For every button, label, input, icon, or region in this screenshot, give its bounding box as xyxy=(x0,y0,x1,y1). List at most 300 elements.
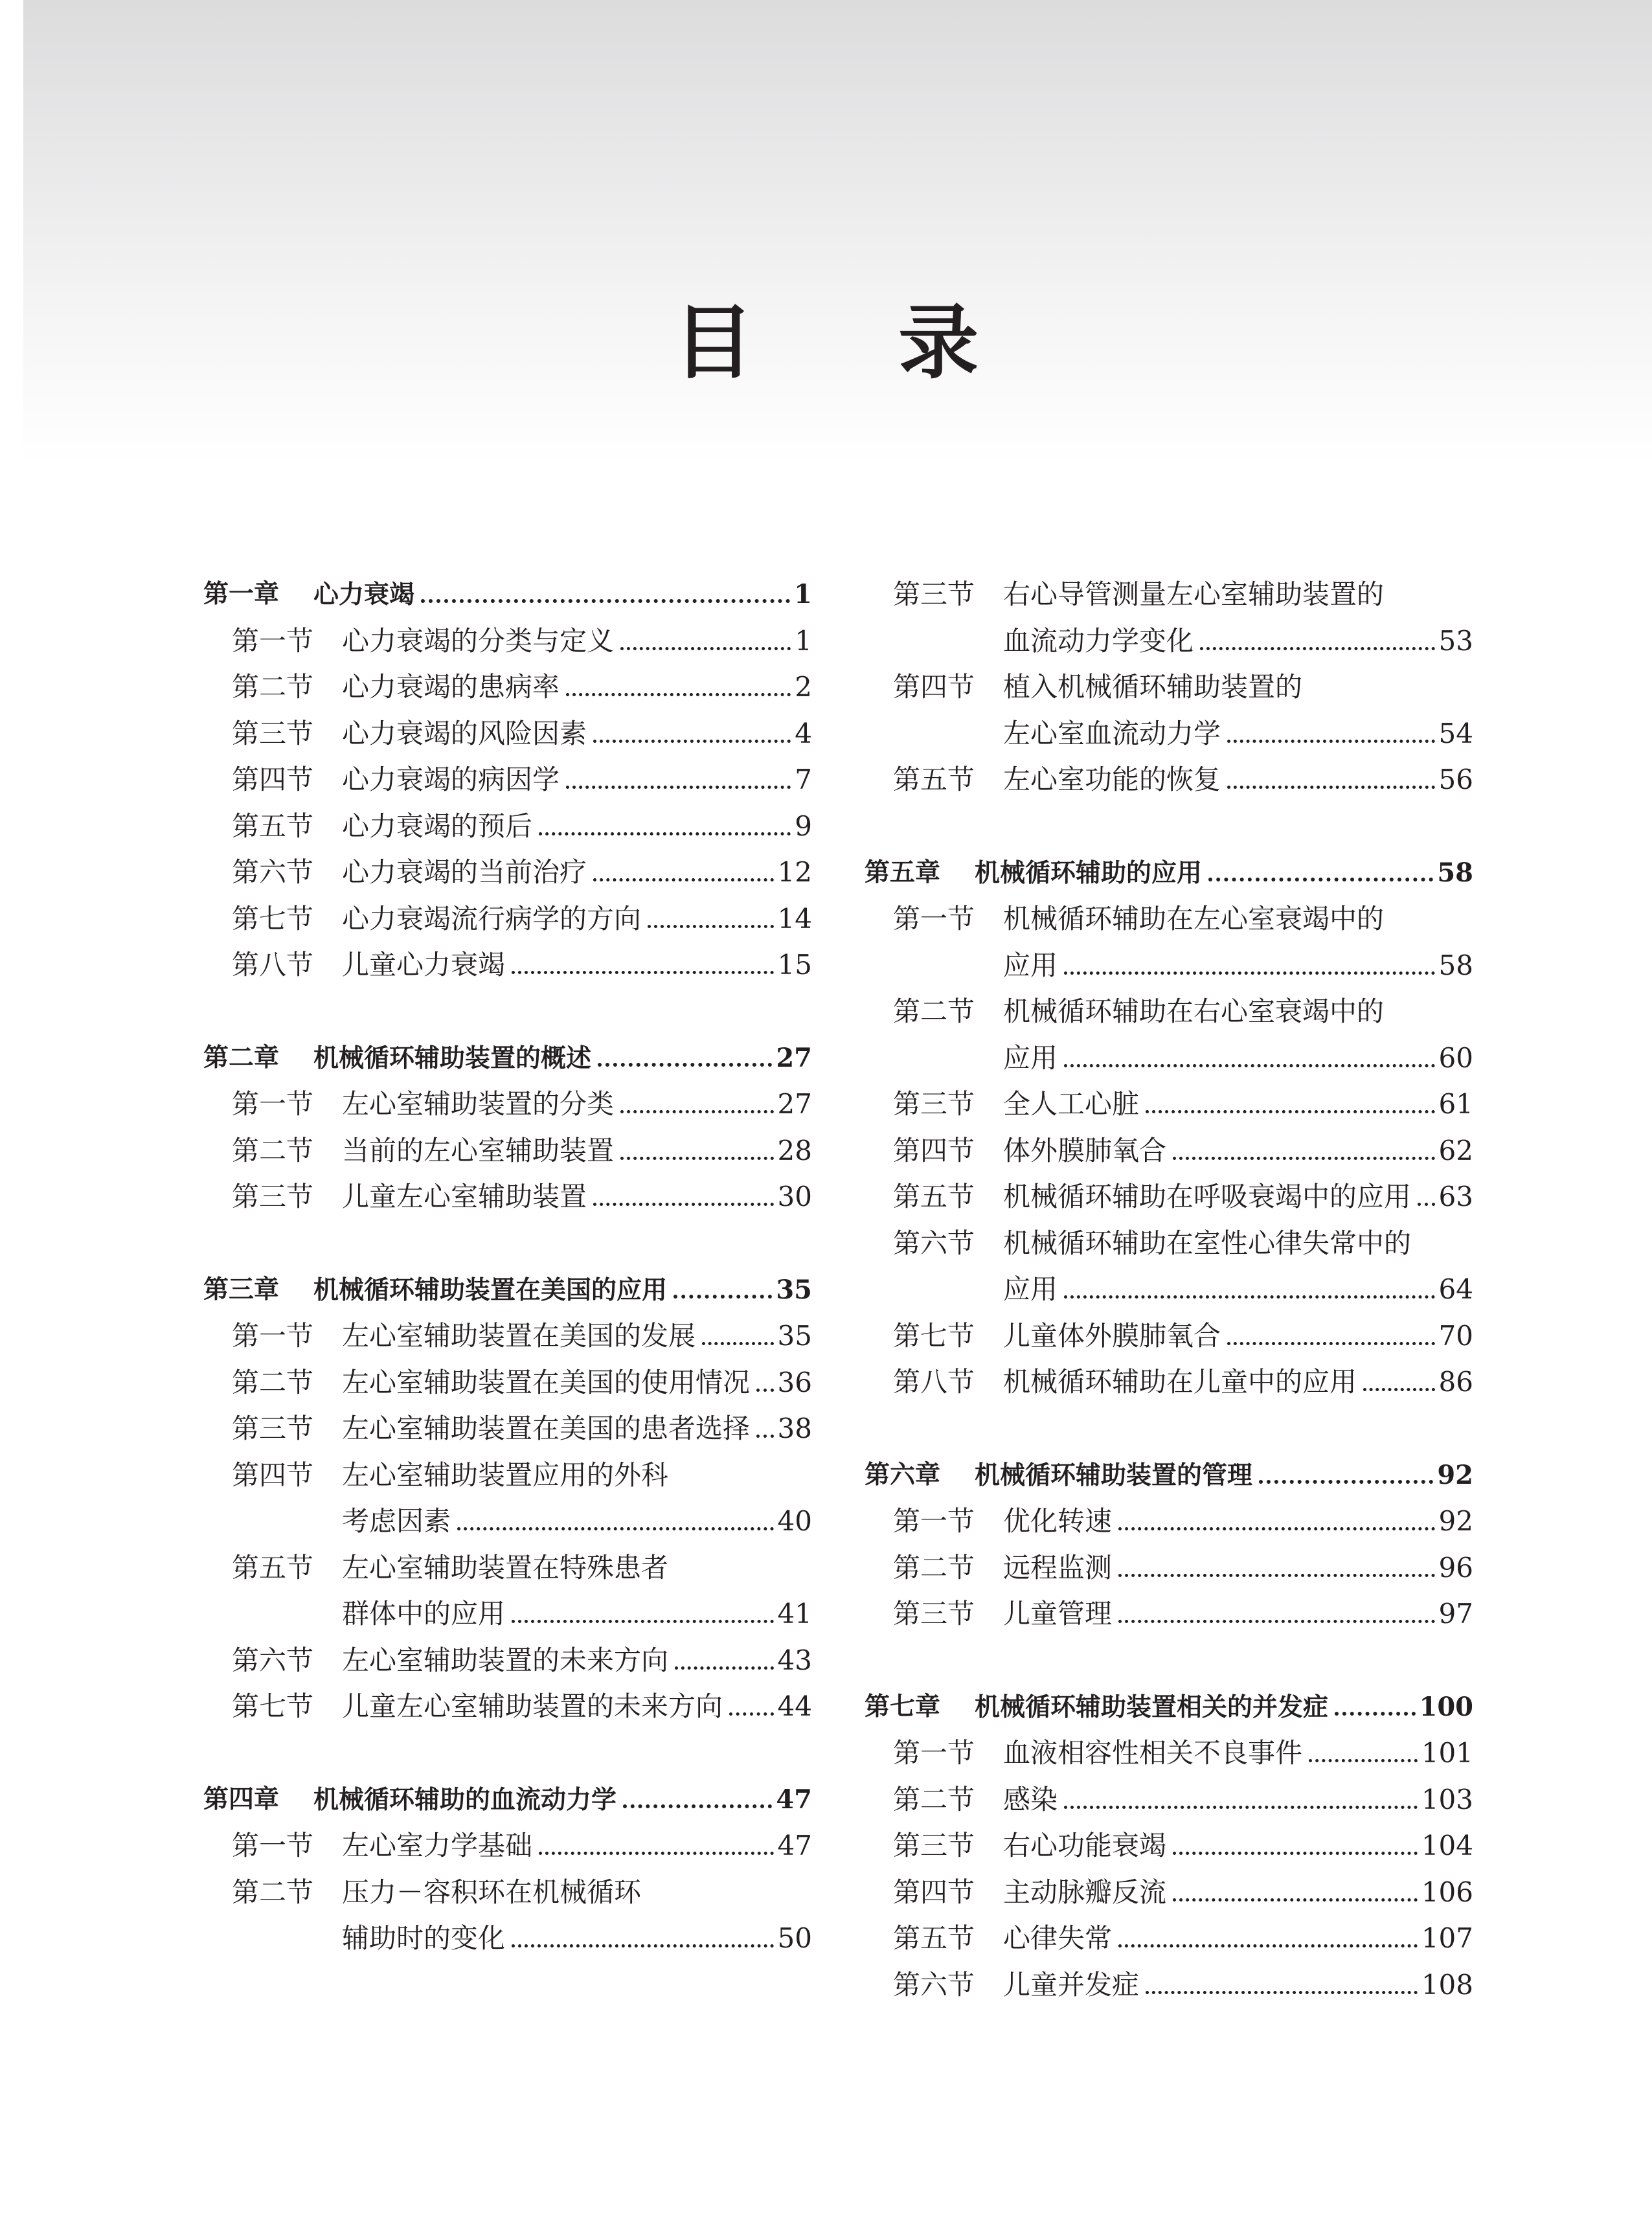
section-title: 心力衰竭的患病率 xyxy=(342,671,560,703)
toc-section-row xyxy=(865,710,1473,757)
dot-leader xyxy=(1227,1342,1435,1345)
section-label: 第六节 xyxy=(893,1968,975,2001)
dot-leader xyxy=(1363,1388,1435,1391)
toc-entry-title-wrap xyxy=(1003,571,1473,618)
section-gap xyxy=(865,1637,1473,1684)
chapter-label: 第一章 xyxy=(203,580,280,609)
toc-right-column xyxy=(865,571,1473,2008)
dot-leader xyxy=(1118,1527,1435,1530)
toc-entry-title-wrap xyxy=(1003,1823,1473,1869)
page-number: 56 xyxy=(1438,764,1473,795)
toc-entry-title-wrap xyxy=(1003,1869,1473,1916)
page-number: 58 xyxy=(1437,857,1473,888)
page-number: 63 xyxy=(1438,1181,1473,1212)
section-gap xyxy=(865,1405,1473,1452)
section-title: 心律失常 xyxy=(1003,1922,1113,1954)
dot-leader xyxy=(1208,878,1433,881)
toc-chapter-row xyxy=(865,1452,1473,1499)
toc-entry-title-wrap xyxy=(1003,988,1473,1035)
toc-section-row xyxy=(203,1313,812,1359)
dot-leader xyxy=(673,1295,772,1299)
dot-leader xyxy=(1064,971,1435,975)
section-label: 第四节 xyxy=(893,1876,975,1908)
toc-entry-title-wrap xyxy=(1003,1220,1473,1267)
dot-leader xyxy=(1118,1944,1418,1948)
section-title: 左心室辅助装置在美国的发展 xyxy=(342,1320,696,1352)
toc-entry-title-wrap xyxy=(1003,1266,1473,1313)
toc-entry-title-wrap xyxy=(342,849,812,896)
toc-section-row xyxy=(203,1081,812,1128)
chapter-label: 第二章 xyxy=(203,1043,280,1073)
dot-leader xyxy=(1418,1203,1435,1206)
section-title: 压力－容积环在机械循环 xyxy=(342,1876,642,1908)
toc-entry-title-wrap xyxy=(1003,1081,1473,1128)
toc-entry-title-wrap xyxy=(342,942,812,988)
page-number: 15 xyxy=(777,949,812,981)
page-number: 103 xyxy=(1421,1783,1473,1815)
page-number: 43 xyxy=(777,1644,812,1676)
page-number: 38 xyxy=(777,1413,812,1444)
toc-entry-title-wrap xyxy=(342,1683,812,1730)
toc-entry-title-wrap xyxy=(342,1359,812,1406)
section-title: 心力衰竭的当前治疗 xyxy=(342,856,587,888)
section-title: 机械循环辅助在左心室衰竭中的 xyxy=(1003,903,1385,935)
section-title: 左心室血流动力学 xyxy=(1003,717,1221,749)
page-number: 70 xyxy=(1438,1319,1473,1352)
toc-section-row xyxy=(865,618,1473,664)
page-number: 54 xyxy=(1438,717,1473,749)
toc-section-row xyxy=(203,1591,812,1637)
page-number: 35 xyxy=(776,1274,812,1305)
toc-chapter-row xyxy=(865,1684,1473,1731)
page-number: 92 xyxy=(1437,1459,1473,1490)
section-title: 左心室辅助装置在特殊患者 xyxy=(342,1551,669,1584)
toc-entry-title-wrap xyxy=(342,1405,812,1452)
section-title: 机械循环辅助在右心室衰竭中的 xyxy=(1003,995,1385,1027)
chapter-label: 第五章 xyxy=(865,857,941,887)
section-label: 第七节 xyxy=(232,902,314,935)
toc-entry-title-wrap xyxy=(342,1128,812,1174)
section-label: 第八节 xyxy=(893,1366,975,1398)
dot-leader xyxy=(702,1342,774,1345)
section-label: 第八节 xyxy=(232,949,314,981)
toc-entry-title-wrap xyxy=(1003,1035,1473,1082)
dot-leader xyxy=(512,1944,774,1948)
page-number: 27 xyxy=(776,1042,812,1073)
toc-chapter-row xyxy=(203,1267,812,1313)
dot-leader xyxy=(1064,1064,1435,1067)
toc-entry-title-wrap xyxy=(342,1545,812,1591)
section-title: 儿童并发症 xyxy=(1003,1968,1140,2001)
page-number: 108 xyxy=(1421,1968,1473,2001)
toc-section-row xyxy=(865,1266,1473,1313)
toc-entry-title-wrap xyxy=(342,1174,812,1220)
chapter-label: 第四章 xyxy=(203,1784,280,1814)
section-label: 第二节 xyxy=(232,1134,314,1166)
section-title: 儿童体外膜肺氧合 xyxy=(1003,1319,1221,1352)
dot-leader xyxy=(593,878,774,881)
toc-entry-title-wrap xyxy=(1003,1545,1473,1591)
toc-section-row xyxy=(865,942,1473,989)
toc-section-row xyxy=(865,988,1473,1035)
toc-entry-title-wrap xyxy=(975,1684,1473,1731)
toc-entry-title-wrap xyxy=(1003,1313,1473,1359)
section-label: 第一节 xyxy=(232,1830,314,1861)
toc-entry-title-wrap xyxy=(313,1267,812,1314)
page-number: 4 xyxy=(795,717,812,749)
toc-chapter-row xyxy=(203,1777,812,1823)
page-number: 7 xyxy=(795,764,812,795)
section-label: 第三节 xyxy=(893,1598,975,1630)
dot-leader xyxy=(1146,1110,1435,1113)
section-title: 儿童左心室辅助装置 xyxy=(342,1181,587,1212)
toc-entry-title-wrap xyxy=(975,850,1473,897)
dot-leader xyxy=(620,647,791,650)
page-number: 1 xyxy=(794,579,812,609)
section-title: 感染 xyxy=(1003,1783,1058,1815)
chapter-label: 第七章 xyxy=(865,1692,941,1721)
toc-section-row xyxy=(203,896,812,942)
toc-chapter-row xyxy=(203,1035,812,1082)
toc-entry-title-wrap xyxy=(1003,1730,1473,1777)
toc-section-row xyxy=(203,1359,812,1406)
toc-section-row xyxy=(865,1220,1473,1267)
dot-leader xyxy=(1335,1712,1415,1716)
page-number: 44 xyxy=(777,1690,812,1722)
chapter-title: 机械循环辅助装置的管理 xyxy=(975,1460,1253,1490)
toc-entry-title-wrap xyxy=(342,618,812,664)
page-number: 14 xyxy=(777,902,812,935)
toc-entry-title-wrap xyxy=(342,1081,812,1128)
page-number: 53 xyxy=(1438,624,1473,657)
section-title: 远程监测 xyxy=(1003,1551,1113,1584)
toc-entry-title-wrap xyxy=(313,571,812,619)
section-title: 左心室辅助装置应用的外科 xyxy=(342,1459,669,1491)
section-label: 第六节 xyxy=(893,1227,975,1259)
chapter-title: 机械循环辅助的应用 xyxy=(975,858,1203,888)
page-title: 目 录 xyxy=(673,297,1037,390)
section-title: 儿童心力衰竭 xyxy=(342,949,506,981)
toc-entry-title-wrap xyxy=(342,1869,812,1916)
page-number: 2 xyxy=(795,671,812,703)
section-label: 第三节 xyxy=(232,717,314,749)
dot-leader xyxy=(457,1527,774,1530)
toc-entry-title-wrap xyxy=(1003,942,1473,989)
toc-section-row xyxy=(865,1777,1473,1823)
page-number: 101 xyxy=(1421,1737,1473,1769)
toc-section-row xyxy=(203,710,812,757)
toc-entry-title-wrap xyxy=(342,710,812,757)
dot-leader xyxy=(729,1712,774,1716)
toc-section-row xyxy=(865,1545,1473,1591)
section-title: 儿童管理 xyxy=(1003,1598,1113,1630)
toc-entry-title-wrap xyxy=(1003,1915,1473,1962)
toc-section-row xyxy=(203,618,812,664)
section-label: 第一节 xyxy=(893,903,975,935)
section-title: 应用 xyxy=(1003,949,1058,981)
toc-entry-title-wrap xyxy=(342,756,812,803)
toc-section-row xyxy=(865,896,1473,942)
toc-section-row xyxy=(865,1498,1473,1545)
chapter-title: 机械循环辅助装置相关的并发症 xyxy=(975,1692,1329,1722)
dot-leader xyxy=(512,971,774,974)
chapter-title: 机械循环辅助装置在美国的应用 xyxy=(313,1275,668,1305)
section-title: 全人工心脏 xyxy=(1003,1088,1140,1120)
toc-entry-title-wrap xyxy=(342,803,812,850)
dot-leader xyxy=(1200,647,1435,650)
toc-entry-title-wrap xyxy=(1003,1174,1473,1220)
toc-section-row xyxy=(203,1174,812,1220)
section-title: 右心功能衰竭 xyxy=(1003,1830,1167,1861)
page-number: 41 xyxy=(777,1598,812,1630)
page-number: 92 xyxy=(1438,1505,1473,1537)
toc-entry-title-wrap xyxy=(1003,756,1473,803)
page-number: 106 xyxy=(1421,1876,1473,1908)
dot-leader xyxy=(539,1852,774,1855)
page-number: 64 xyxy=(1438,1273,1473,1305)
page-number: 86 xyxy=(1438,1366,1473,1398)
section-title: 机械循环辅助在室性心律失常中的 xyxy=(1003,1227,1412,1259)
section-label: 第五节 xyxy=(232,1551,314,1584)
page-number: 36 xyxy=(777,1366,812,1398)
dot-leader xyxy=(620,1110,774,1113)
toc-entry-title-wrap xyxy=(1003,1591,1473,1637)
toc-section-row xyxy=(203,1869,812,1916)
page-number: 97 xyxy=(1438,1598,1473,1630)
dot-leader xyxy=(1173,1852,1418,1855)
dot-leader xyxy=(1146,1991,1418,1994)
toc-entry-title-wrap xyxy=(313,1777,812,1824)
section-label: 第三节 xyxy=(893,1088,975,1120)
page-number: 62 xyxy=(1438,1134,1473,1166)
section-title: 应用 xyxy=(1003,1273,1058,1305)
section-label: 第三节 xyxy=(893,578,975,610)
dot-leader xyxy=(566,786,791,789)
page-number: 35 xyxy=(777,1320,812,1352)
page-number: 27 xyxy=(777,1088,812,1120)
section-label: 第二节 xyxy=(893,1783,975,1815)
page-number: 1 xyxy=(795,624,812,657)
toc-entry-title-wrap xyxy=(342,1823,812,1869)
page-number: 40 xyxy=(777,1505,812,1537)
toc-entry-title-wrap xyxy=(313,1035,812,1082)
toc-section-row xyxy=(865,1591,1473,1637)
section-label: 第一节 xyxy=(893,1505,975,1537)
toc-section-row xyxy=(203,756,812,803)
page-number: 100 xyxy=(1419,1691,1473,1722)
section-title: 机械循环辅助在呼吸衰竭中的应用 xyxy=(1003,1181,1412,1212)
section-label: 第一节 xyxy=(893,1737,975,1769)
chapter-title: 心力衰竭 xyxy=(313,580,415,609)
toc-section-row xyxy=(203,1823,812,1869)
toc-entry-title-wrap xyxy=(342,1591,812,1637)
section-title: 体外膜肺氧合 xyxy=(1003,1134,1167,1166)
section-label: 第五节 xyxy=(893,1181,975,1212)
dot-leader xyxy=(598,1063,772,1067)
section-label: 第一节 xyxy=(232,1320,314,1352)
section-title: 左心室辅助装置在美国的患者选择 xyxy=(342,1413,751,1444)
toc-section-row xyxy=(203,1405,812,1452)
dot-leader xyxy=(1118,1574,1435,1577)
toc-chapter-row xyxy=(203,571,812,618)
toc-section-row xyxy=(865,1823,1473,1869)
toc-section-row xyxy=(865,756,1473,803)
section-title: 儿童左心室辅助装置的未来方向 xyxy=(342,1690,723,1722)
toc-section-row xyxy=(203,1637,812,1684)
page-number: 9 xyxy=(795,810,812,842)
dot-leader xyxy=(1173,1157,1435,1160)
toc-section-row xyxy=(203,664,812,710)
section-title: 左心室功能的恢复 xyxy=(1003,764,1221,795)
section-label: 第一节 xyxy=(232,624,314,657)
section-label: 第五节 xyxy=(232,810,314,842)
toc-entry-title-wrap xyxy=(342,664,812,710)
toc-section-row xyxy=(865,664,1473,710)
chapter-label: 第三章 xyxy=(203,1275,280,1304)
section-title: 心力衰竭的预后 xyxy=(342,810,533,842)
section-title: 群体中的应用 xyxy=(342,1598,506,1630)
toc-entry-title-wrap xyxy=(342,1915,812,1962)
page-number: 12 xyxy=(777,856,812,888)
section-label: 第五节 xyxy=(893,764,975,795)
toc-entry-title-wrap xyxy=(342,1498,812,1545)
toc-section-row xyxy=(203,1915,812,1962)
toc-section-row xyxy=(203,1498,812,1545)
header-band xyxy=(23,0,1652,466)
section-label: 第一节 xyxy=(232,1088,314,1120)
section-title: 血流动力学变化 xyxy=(1003,624,1194,657)
section-title: 优化转速 xyxy=(1003,1505,1113,1537)
dot-leader xyxy=(648,925,774,928)
section-title: 左心室辅助装置在美国的使用情况 xyxy=(342,1366,751,1398)
dot-leader xyxy=(512,1620,774,1623)
section-title: 应用 xyxy=(1003,1041,1058,1074)
toc-entry-title-wrap xyxy=(1003,1962,1473,2008)
dot-leader xyxy=(566,693,791,696)
dot-leader xyxy=(1173,1898,1418,1902)
section-label: 第四节 xyxy=(893,671,975,703)
toc-left-column xyxy=(203,571,812,1962)
section-title: 当前的左心室辅助装置 xyxy=(342,1134,615,1166)
section-title: 血液相容性相关不良事件 xyxy=(1003,1737,1303,1769)
section-title: 主动脉瓣反流 xyxy=(1003,1876,1167,1908)
page-number: 107 xyxy=(1421,1922,1473,1954)
dot-leader xyxy=(1064,1295,1435,1299)
dot-leader xyxy=(620,1157,774,1160)
toc-section-row xyxy=(865,1359,1473,1405)
toc-entry-title-wrap xyxy=(342,1637,812,1684)
toc-section-row xyxy=(865,1128,1473,1174)
section-label: 第四节 xyxy=(232,764,314,795)
section-title: 右心导管测量左心室辅助装置的 xyxy=(1003,578,1385,610)
toc-entry-title-wrap xyxy=(1003,1777,1473,1823)
dot-leader xyxy=(756,1435,774,1438)
dot-leader xyxy=(756,1389,774,1392)
chapter-title: 机械循环辅助的血流动力学 xyxy=(313,1785,617,1815)
toc-section-row xyxy=(865,1730,1473,1777)
dot-leader xyxy=(1118,1620,1435,1623)
section-label: 第二节 xyxy=(893,1551,975,1584)
toc-section-row xyxy=(203,1545,812,1591)
section-title: 左心室辅助装置的分类 xyxy=(342,1088,615,1120)
section-label: 第二节 xyxy=(893,995,975,1027)
toc-entry-title-wrap xyxy=(1003,1128,1473,1174)
toc-section-row xyxy=(203,803,812,850)
page-number: 61 xyxy=(1438,1088,1473,1120)
section-gap xyxy=(203,988,812,1035)
toc-entry-title-wrap xyxy=(1003,896,1473,942)
toc-section-row xyxy=(865,1174,1473,1220)
section-label: 第七节 xyxy=(232,1690,314,1722)
section-title: 植入机械循环辅助装置的 xyxy=(1003,671,1303,703)
toc-entry-title-wrap xyxy=(1003,664,1473,710)
toc-entry-title-wrap xyxy=(975,1452,1473,1499)
section-label: 第三节 xyxy=(232,1413,314,1444)
toc-section-row xyxy=(865,1035,1473,1082)
toc-section-row xyxy=(203,1683,812,1730)
toc-section-row xyxy=(865,1962,1473,2008)
section-label: 第六节 xyxy=(232,1644,314,1676)
section-gap xyxy=(203,1220,812,1267)
toc-entry-title-wrap xyxy=(1003,1359,1473,1405)
section-title: 辅助时的变化 xyxy=(342,1922,506,1954)
toc-section-row xyxy=(203,1128,812,1174)
dot-leader xyxy=(1259,1480,1433,1484)
section-label: 第五节 xyxy=(893,1922,975,1954)
chapter-title: 机械循环辅助装置的概述 xyxy=(313,1043,592,1073)
section-gap xyxy=(865,803,1473,850)
section-title: 心力衰竭的病因学 xyxy=(342,764,560,795)
toc-entry-title-wrap xyxy=(342,1313,812,1359)
section-title: 机械循环辅助在儿童中的应用 xyxy=(1003,1366,1357,1398)
page-number: 96 xyxy=(1438,1551,1473,1584)
section-label: 第二节 xyxy=(232,671,314,703)
dot-leader xyxy=(1227,786,1435,789)
toc-entry-title-wrap xyxy=(1003,1498,1473,1545)
page-number: 30 xyxy=(777,1181,812,1212)
toc-section-row xyxy=(865,1869,1473,1916)
section-title: 左心室力学基础 xyxy=(342,1830,533,1861)
dot-leader xyxy=(593,740,791,743)
section-label: 第二节 xyxy=(232,1366,314,1398)
toc-section-row xyxy=(865,571,1473,618)
toc-entry-title-wrap xyxy=(342,1452,812,1499)
page-number: 28 xyxy=(777,1134,812,1166)
toc-section-row xyxy=(865,1915,1473,1962)
dot-leader xyxy=(539,832,791,835)
dot-leader xyxy=(623,1804,772,1808)
section-label: 第四节 xyxy=(893,1134,975,1166)
toc-section-row xyxy=(203,942,812,988)
section-title: 心力衰竭流行病学的方向 xyxy=(342,902,642,935)
toc-entry-title-wrap xyxy=(1003,710,1473,757)
dot-leader xyxy=(675,1666,774,1670)
page-number: 50 xyxy=(777,1922,812,1954)
toc-section-row xyxy=(865,1081,1473,1128)
dot-leader xyxy=(1064,1806,1418,1809)
section-title: 考虑因素 xyxy=(342,1505,451,1537)
section-label: 第三节 xyxy=(893,1830,975,1861)
toc-section-row xyxy=(203,1452,812,1499)
section-label: 第四节 xyxy=(232,1459,314,1491)
section-gap xyxy=(203,1730,812,1777)
section-title: 心力衰竭的分类与定义 xyxy=(342,624,615,657)
toc-section-row xyxy=(203,849,812,896)
section-label: 第七节 xyxy=(893,1319,975,1352)
dot-leader xyxy=(1227,740,1435,743)
page-number: 47 xyxy=(777,1830,812,1861)
toc-entry-title-wrap xyxy=(1003,618,1473,664)
